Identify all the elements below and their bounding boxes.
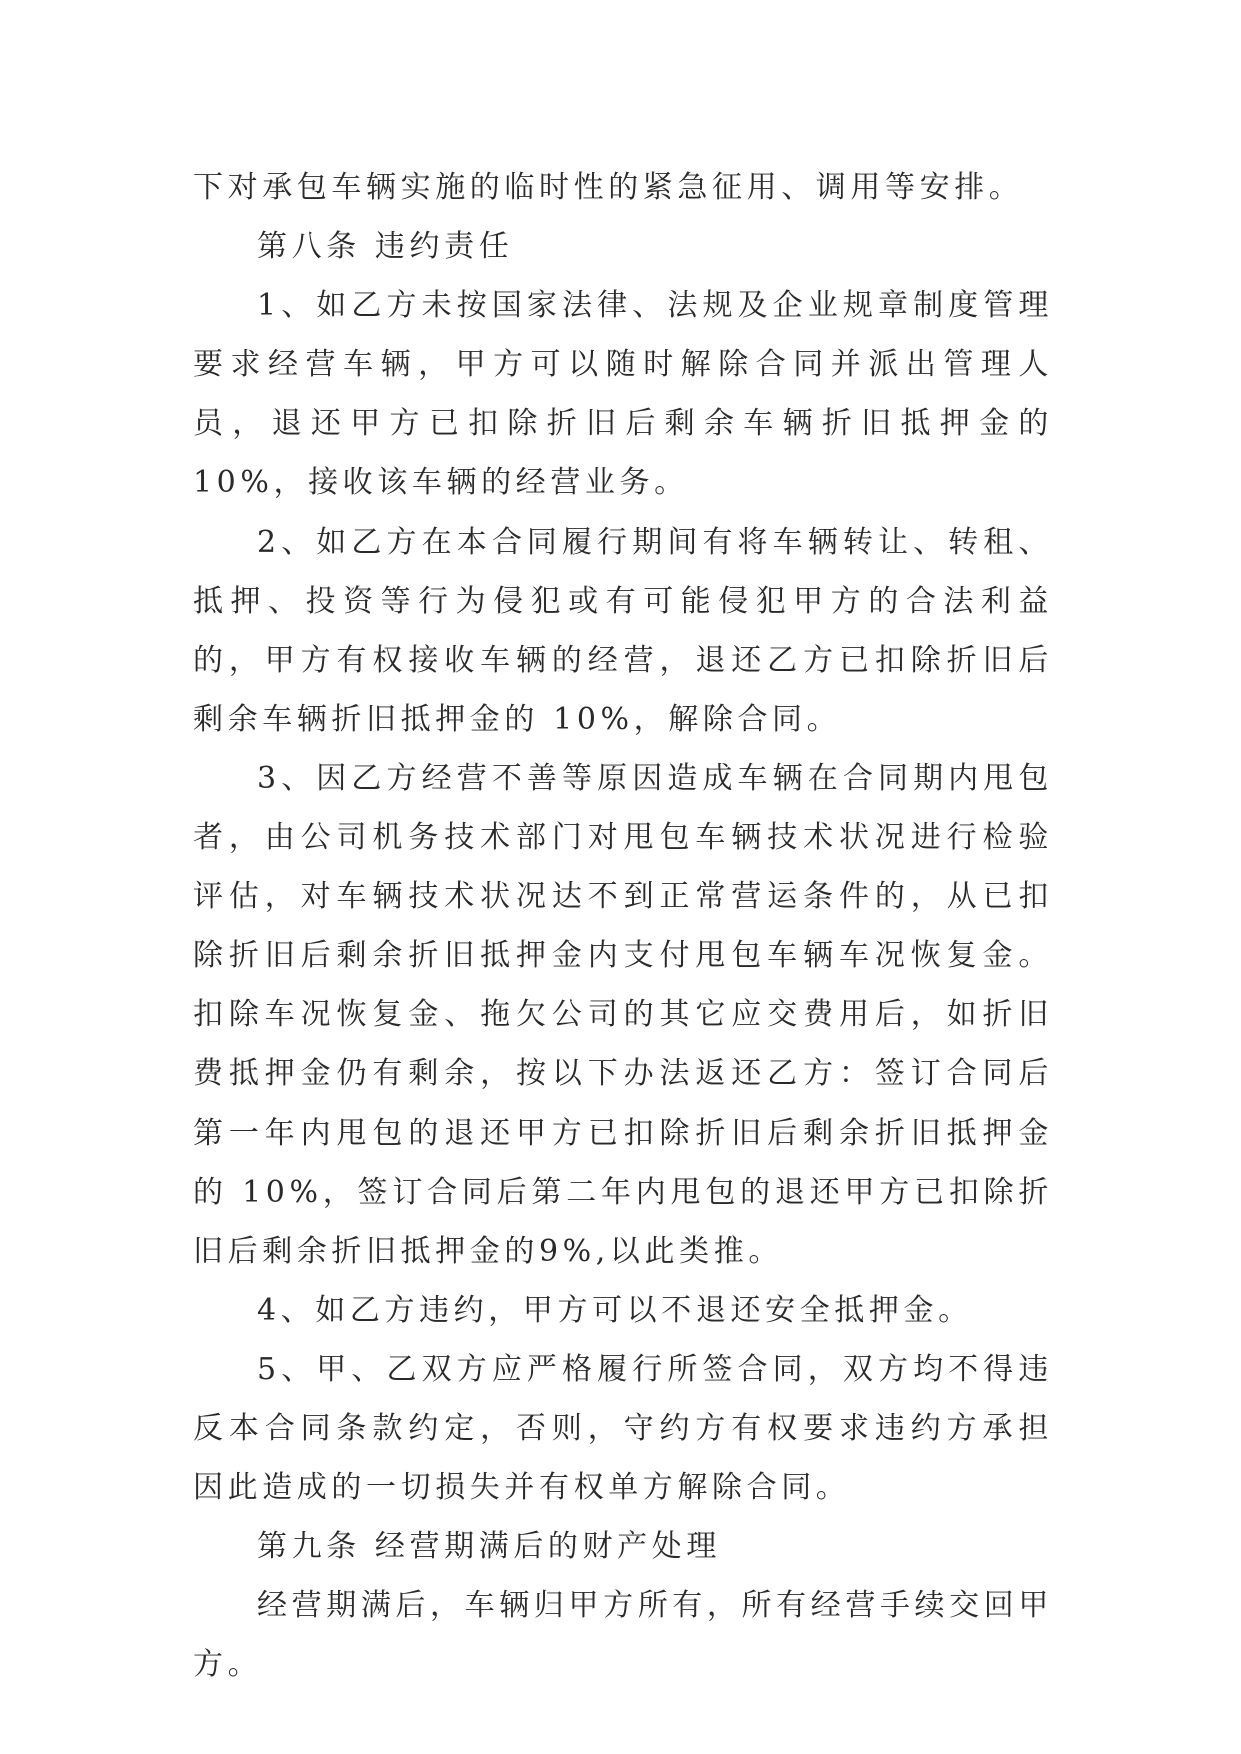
clause-5-paragraph: 5、甲、乙双方应严格履行所签合同，双方均不得违反本合同条款约定，否则，守约方有权要求违约方承担因此造成的一切损失并有权单方解除合同。 [193,1351,1053,1506]
article-9-paragraph: 经营期满后，车辆归甲方所有，所有经营手续交回甲方。 [193,1588,1053,1683]
clause-4-paragraph: 4、如乙方违约，甲方可以不退还安全抵押金。 [257,1292,973,1328]
clause-2-paragraph: 2、如乙方在本合同履行期间有将车辆转让、转租、抵押、投资等行为侵犯或有可能侵犯甲方的合法利益的，甲方有权接收车辆的经营，退还乙方已扣除折旧后剩余车辆折旧抵押金的 10%，解除合同。 [193,524,1053,737]
article-9-heading: 第九条 经营期满后的财产处理 [257,1529,721,1565]
continuation-paragraph: 下对承包车辆实施的临时性的紧急征用、调用等安排。 [193,170,1024,205]
clause-1-paragraph: 1、如乙方未按国家法律、法规及企业规章制度管理要求经营车辆，甲方可以随时解除合同并派出管理人员，退还甲方已扣除折旧后剩余车辆折旧抵押金的 10%，接收该车辆的经营业务。 [193,288,1053,501]
document-body [193,158,1053,1694]
clause-3-paragraph: 3、因乙方经营不善等原因造成车辆在合同期内甩包者，由公司机务技术部门对甩包车辆技术状况进行检验评估，对车辆技术状况达不到正常营运条件的，从已扣除折旧后剩余折旧抵押金内支付甩包车辆车况恢复金。扣除车况恢复金、拖欠公司的其它应交费用后，如折旧费抵押金仍有剩余，按以下办法返还乙方：签订合同后第一年内甩包的退还甲方已扣除折旧后剩余折旧抵押金的 10%，签订合同后第二年内甩包的退还甲方已扣除折旧后剩余折旧抵押金的9%,以此类推。 [193,760,1053,1269]
article-8-heading: 第八条 违约责任 [257,229,514,265]
